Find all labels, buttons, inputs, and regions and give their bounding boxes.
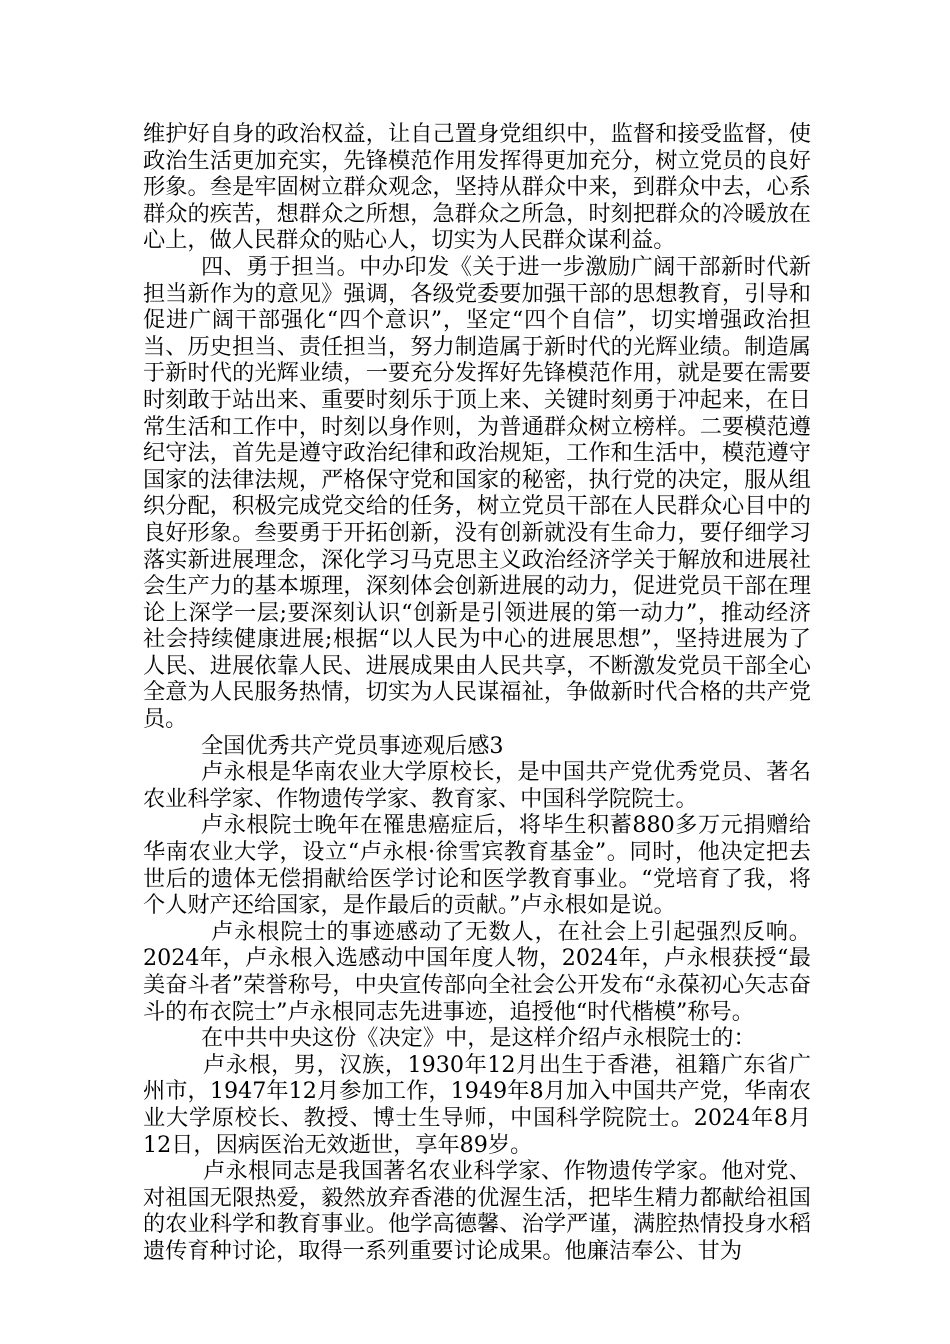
- paragraph-courage-to-take-responsibility: 四、勇于担当。中办印发《关于进一步激励广阔干部新时代新担当新作为的意见》强调，各级党委要加强干部的思想教育，引导和促进广阔干部强化“四个意识”，坚定“四个自信”，切实增强政治担当、历史担当、责任担当，努力制造属于新时代的光辉业绩。制造属于新时代的光辉业绩，一要充分发挥好先锋模范作用，就是要在需要时刻敢于站出来、重要时刻乐于顶上来、关键时刻勇于冲起来，在日常生活和工作中，时刻以身作则，为普通群众树立榜样。二要模范遵纪守法，首先是遵守政治纪律和政治规矩，工作和生活中，模范遵守国家的法律法规，严格保守党和国家的秘密，执行党的决定，服从组织分配，积极完成党交给的任务，树立党员干部在人民群众心目中的良好形象。叁要勇于开拓创新，没有创新就没有生命力，要仔细学习落实新进展理念，深化学习马克思主义政治经济学关于解放和进展社会生产力的基本塬理，深刻体会创新进展的动力，促进党员干部在理论上深学一层;要深刻认识“创新是引领进展的第一动力”，推动经济社会持续健康进展;根据“以人民为中心的进展思想”，坚持进展为了人民、进展依靠人民、进展成果由人民共享，不断激发党员干部全心全意为人民服务热情，切实为人民谋福祉，争做新时代合格的共产党员。: [143, 253, 811, 733]
- paragraph-biography: 卢永根，男，汉族，1930年12月出生于香港，祖籍广东省广州市，1947年12月参加工作，1949年8月加入中国共产党，华南农业大学原校长、教授、博士生导师，中国科学院院士。2024年8月12日，因病医治无效逝世，享年89岁。: [143, 1051, 811, 1158]
- paragraph-decision-intro: 在中共中央这份《决定》中，是这样介绍卢永根院士的：: [201, 1025, 756, 1052]
- paragraph-political-rights: 维护好自身的政治权益，让自己置身党组织中，监督和接受监督，使政治生活更加充实，先锋模范作用发挥得更加充分，树立党员的良好形象。叁是牢固树立群众观念，坚持从群众中来，到群众中去，心系群众的疾苦，想群众之所想，急群众之所急，时刻把群众的冷暖放在心上，做人民群众的贴心人，切实为人民群众谋利益。: [143, 121, 811, 254]
- document-page: [143, 121, 811, 1265]
- paragraph-honors: 卢永根院士的事迹感动了无数人，在社会上引起强烈反响。2024年，卢永根入选感动中国年度人物，2024年，卢永根获授“最美奋斗者”荣誉称号，中央宣传部向全社会公开发布“永葆初心矢志奋斗的布衣院士”卢永根同志先进事迹，追授他“时代楷模”称号。: [143, 918, 811, 1025]
- paragraph-contributions: 卢永根同志是我国著名农业科学家、作物遗传学家。他对党、对祖国无限热爱，毅然放弃香港的优渥生活，把毕生精力都献给祖国的农业科学和教育事业。他学高德馨、治学严谨，满腔热情投身水稻遗传育种讨论，取得一系列重要讨论成果。他廉洁奉公、甘为: [143, 1158, 811, 1264]
- paragraph-donation: 卢永根院士晚年在罹患癌症后，将毕生积蓄880多万元捐赠给华南农业大学，设立“卢永根·徐雪宾教育基金”。同时，他决定把去世后的遗体无偿捐献给医学讨论和医学教育事业。“党培育了我，将个人财产还给国家，是作最后的贡献。”卢永根如是说。: [143, 812, 811, 919]
- section-heading: 全国优秀共产党员事迹观后感3: [201, 732, 504, 759]
- paragraph-lu-intro: 卢永根是华南农业大学原校长，是中国共产党优秀党员、著名农业科学家、作物遗传学家、教育家、中国科学院院士。: [143, 759, 811, 812]
